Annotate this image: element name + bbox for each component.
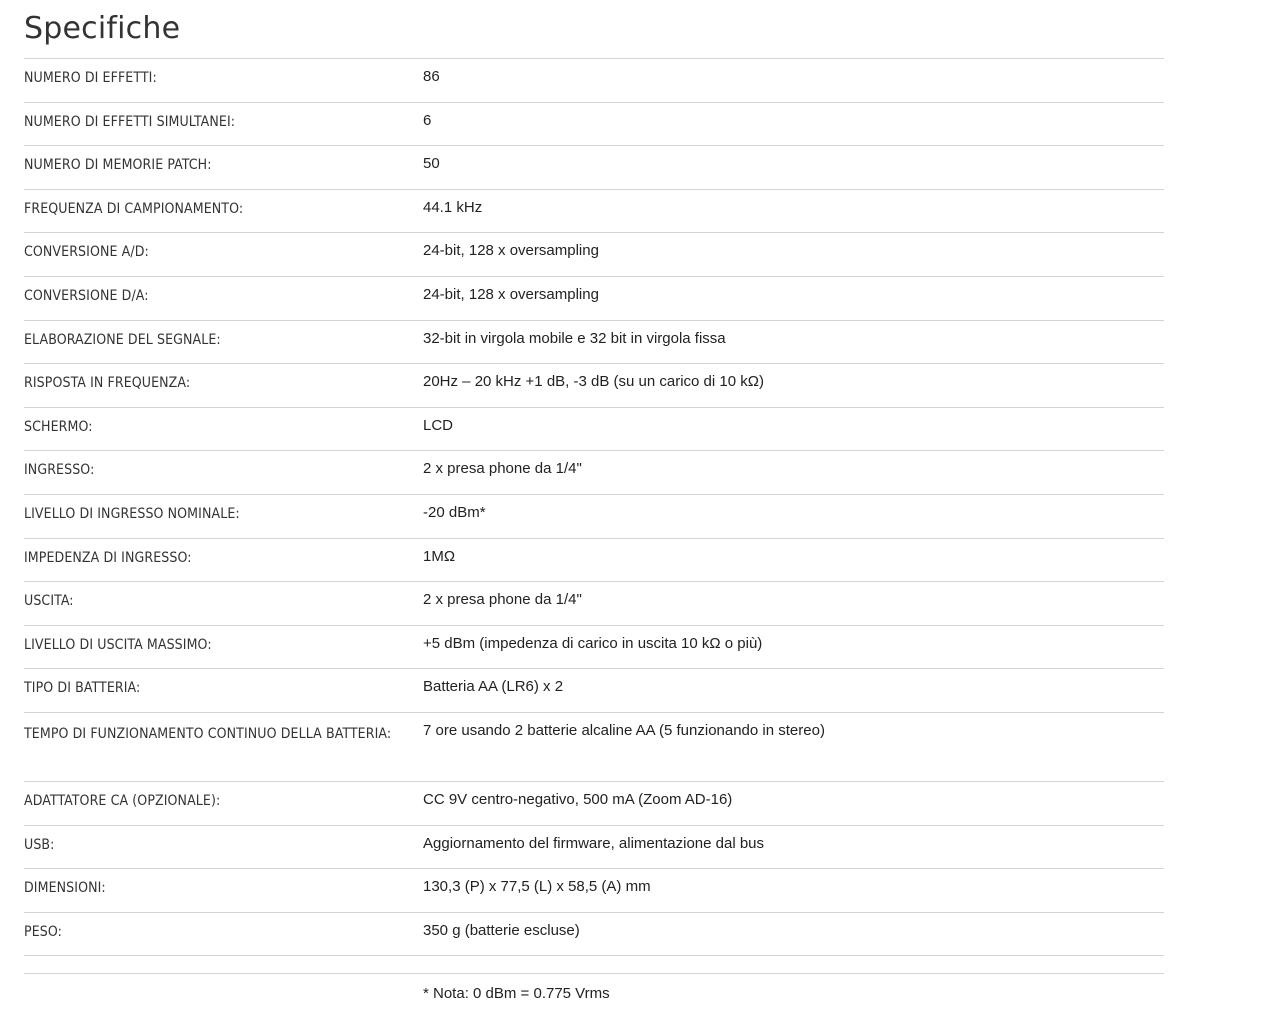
spec-value: 24-bit, 128 x oversampling bbox=[423, 242, 599, 260]
spec-value: 130,3 (P) x 77,5 (L) x 58,5 (A) mm bbox=[423, 878, 651, 896]
spec-row-simultaneous-effects bbox=[24, 103, 1164, 147]
spec-label: CONVERSIONE A/D: bbox=[24, 244, 149, 261]
spec-value: 350 g (batterie escluse) bbox=[423, 921, 580, 939]
spec-value: Aggiornamento del firmware, alimentazione dal bus bbox=[423, 834, 765, 852]
spec-label: TIPO DI BATTERIA: bbox=[24, 680, 141, 697]
spec-value: 44.1 kHz bbox=[423, 198, 483, 216]
specifications-section bbox=[24, 0, 1164, 1004]
spec-label: DIMENSIONI: bbox=[24, 880, 106, 897]
footnote-spacer bbox=[24, 974, 423, 1004]
spec-value: 2 x presa phone da 1/4" bbox=[423, 591, 582, 609]
page-title: Specifiche bbox=[24, 11, 181, 46]
spec-value: 1MΩ bbox=[423, 547, 456, 565]
spec-value: 86 bbox=[423, 68, 440, 85]
spec-label: FREQUENZA DI CAMPIONAMENTO: bbox=[24, 200, 244, 217]
spec-label: PESO: bbox=[24, 923, 62, 940]
spec-label: NUMERO DI MEMORIE PATCH: bbox=[24, 157, 212, 174]
spec-label: INGRESSO: bbox=[24, 462, 95, 479]
spec-value: 6 bbox=[423, 111, 432, 129]
spec-label: CONVERSIONE D/A: bbox=[24, 287, 149, 304]
spec-row-dimensions bbox=[24, 869, 1164, 913]
spec-value: LCD bbox=[423, 416, 454, 434]
footnote: * Nota: 0 dBm = 0.775 Vrms bbox=[423, 985, 610, 1003]
spec-value: 50 bbox=[423, 155, 440, 173]
spec-label: LIVELLO DI USCITA MASSIMO: bbox=[24, 636, 212, 653]
spec-row-battery-type bbox=[24, 669, 1164, 713]
specifications-table bbox=[24, 58, 1164, 956]
spec-label: RISPOSTA IN FREQUENZA: bbox=[24, 375, 191, 392]
spec-row-max-output-level bbox=[24, 626, 1164, 670]
spec-label: SCHERMO: bbox=[24, 418, 93, 435]
spec-label: NUMERO DI EFFETTI: bbox=[24, 70, 157, 86]
spec-label: LIVELLO DI INGRESSO NOMINALE: bbox=[24, 505, 240, 522]
spec-label: TEMPO DI FUNZIONAMENTO CONTINUO DELLA BATTERIA: bbox=[24, 725, 392, 742]
spec-label: USCITA: bbox=[24, 593, 74, 610]
spec-row-patch-memories bbox=[24, 146, 1164, 190]
spec-row-output bbox=[24, 582, 1164, 626]
spec-row-nominal-input-level bbox=[24, 495, 1164, 539]
spec-value: 2 x presa phone da 1/4" bbox=[423, 460, 582, 478]
spec-row-signal-processing bbox=[24, 321, 1164, 365]
spec-label: NUMERO DI EFFETTI SIMULTANEI: bbox=[24, 113, 236, 130]
spec-value: -20 dBm* bbox=[423, 503, 486, 521]
spec-value: 24-bit, 128 x oversampling bbox=[423, 285, 599, 303]
spec-row-input bbox=[24, 451, 1164, 495]
spec-row-effects-count bbox=[24, 59, 1164, 103]
spec-row-weight bbox=[24, 913, 1164, 957]
spec-value: 32-bit in virgola mobile e 32 bit in virgola fissa bbox=[423, 329, 726, 347]
spec-value: +5 dBm (impedenza di carico in uscita 10 kΩ o più) bbox=[423, 634, 763, 652]
spec-label: ELABORAZIONE DEL SEGNALE: bbox=[24, 331, 221, 348]
spec-value: Batteria AA (LR6) x 2 bbox=[423, 678, 564, 696]
spec-row-input-impedance bbox=[24, 539, 1164, 583]
spec-row-sampling-frequency bbox=[24, 190, 1164, 234]
spec-row-ac-adapter bbox=[24, 782, 1164, 826]
spec-value: CC 9V centro-negativo, 500 mA (Zoom AD-16) bbox=[423, 790, 733, 808]
spec-row-da-conversion bbox=[24, 277, 1164, 321]
footnote-row bbox=[24, 973, 1164, 1004]
spec-row-frequency-response bbox=[24, 364, 1164, 408]
spec-row-ad-conversion bbox=[24, 233, 1164, 277]
spec-label: USB: bbox=[24, 836, 55, 853]
spec-label: ADATTATORE CA (OPZIONALE): bbox=[24, 792, 221, 809]
spec-label: IMPEDENZA DI INGRESSO: bbox=[24, 549, 192, 566]
spec-value: 20Hz – 20 kHz +1 dB, -3 dB (su un carico di 10 kΩ) bbox=[423, 373, 764, 391]
spec-row-battery-runtime bbox=[24, 713, 1164, 782]
spec-row-display bbox=[24, 408, 1164, 452]
spec-value: 7 ore usando 2 batterie alcaline AA (5 funzionando in stereo) bbox=[423, 721, 825, 739]
spec-row-usb bbox=[24, 826, 1164, 870]
